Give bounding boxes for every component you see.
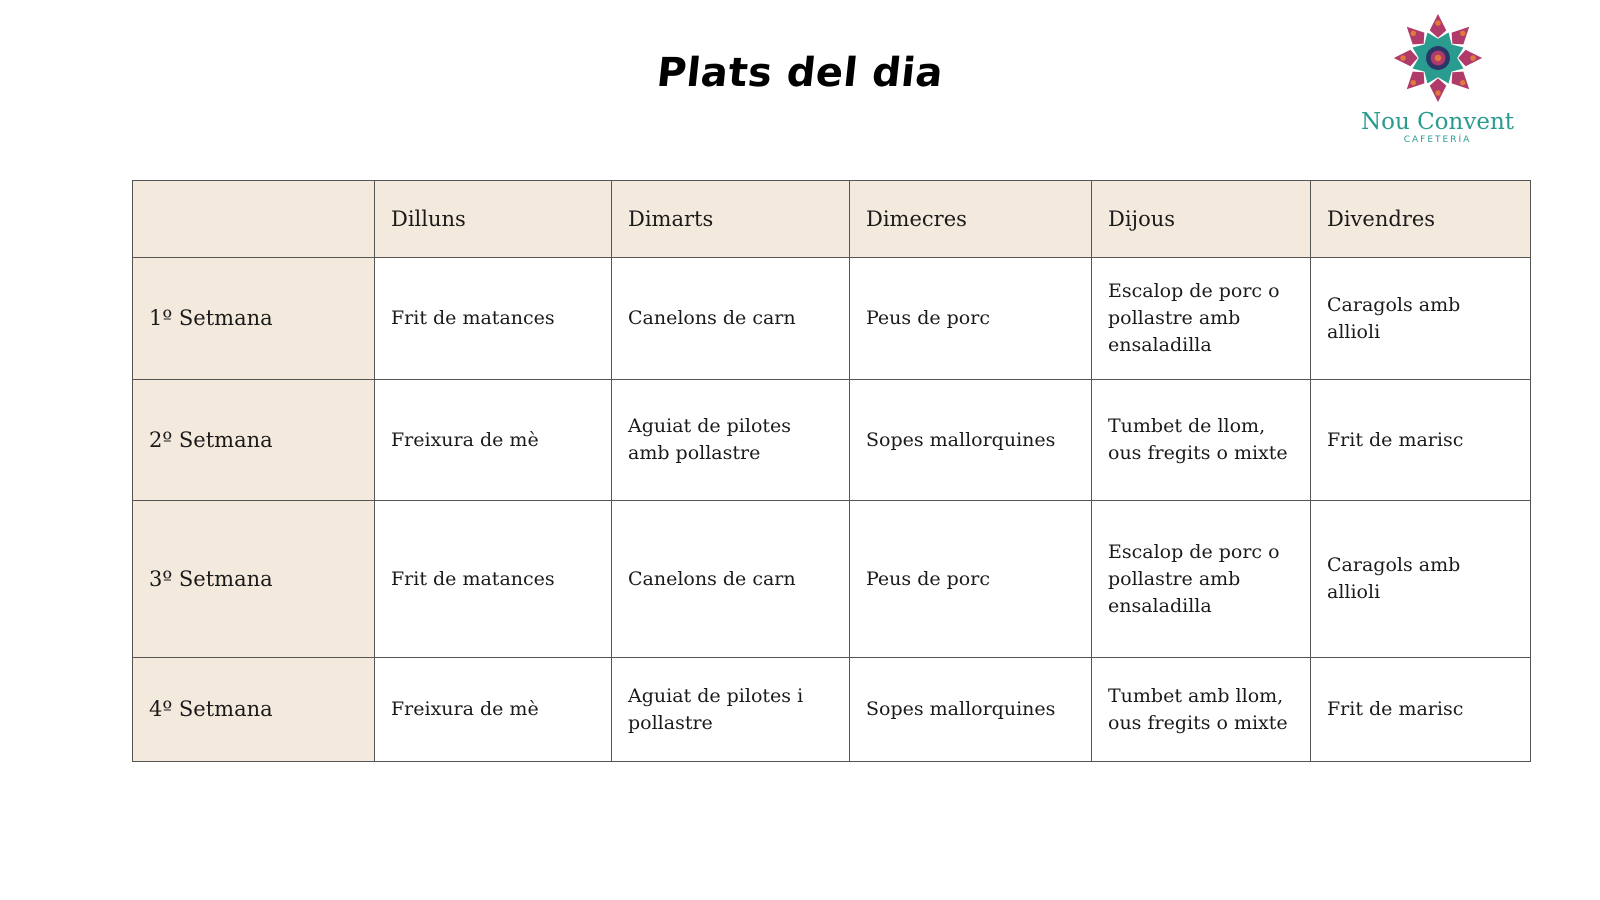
header-cell-divendres: Divendres bbox=[1311, 181, 1531, 258]
table-row bbox=[133, 380, 1531, 501]
week-label: 3º Setmana bbox=[133, 501, 375, 658]
table-cell: Peus de porc bbox=[850, 258, 1092, 380]
table-header-row bbox=[133, 181, 1531, 258]
table-cell: Escalop de porc o pollastre amb ensaladilla bbox=[1092, 258, 1311, 380]
table-cell: Freixura de mè bbox=[375, 658, 612, 762]
table-cell: Sopes mallorquines bbox=[850, 658, 1092, 762]
menu-table bbox=[132, 180, 1531, 762]
week-label: 1º Setmana bbox=[133, 258, 375, 380]
header-cell-dimecres: Dimecres bbox=[850, 181, 1092, 258]
mandala-icon bbox=[1392, 12, 1484, 104]
table-cell: Aguiat de pilotes amb pollastre bbox=[612, 380, 850, 501]
table-cell: Caragols amb allioli bbox=[1311, 258, 1531, 380]
header-cell-dimarts: Dimarts bbox=[612, 181, 850, 258]
table-row bbox=[133, 501, 1531, 658]
page-title: Plats del dia bbox=[654, 50, 946, 96]
week-label: 4º Setmana bbox=[133, 658, 375, 762]
table-cell: Frit de matances bbox=[375, 501, 612, 658]
logo-subtitle: CAFETERÍA bbox=[1403, 135, 1472, 145]
table-cell: Caragols amb allioli bbox=[1311, 501, 1531, 658]
table-cell: Canelons de carn bbox=[612, 501, 850, 658]
logo bbox=[1340, 12, 1535, 162]
table-cell: Escalop de porc o pollastre amb ensaladilla bbox=[1092, 501, 1311, 658]
logo-name: Nou Convent bbox=[1360, 109, 1514, 135]
table-cell: Tumbet amb llom, ous fregits o mixte bbox=[1092, 658, 1311, 762]
table-row bbox=[133, 258, 1531, 380]
table-cell: Tumbet de llom, ous fregits o mixte bbox=[1092, 380, 1311, 501]
table-cell: Frit de matances bbox=[375, 258, 612, 380]
table-cell: Sopes mallorquines bbox=[850, 380, 1092, 501]
header-corner-cell bbox=[133, 181, 375, 258]
table-cell: Aguiat de pilotes i pollastre bbox=[612, 658, 850, 762]
header-cell-dilluns: Dilluns bbox=[375, 181, 612, 258]
table-cell: Freixura de mè bbox=[375, 380, 612, 501]
week-label: 2º Setmana bbox=[133, 380, 375, 501]
header-cell-dijous: Dijous bbox=[1092, 181, 1311, 258]
table-cell: Frit de marisc bbox=[1311, 380, 1531, 501]
table-row bbox=[133, 658, 1531, 762]
table-cell: Canelons de carn bbox=[612, 258, 850, 380]
table-cell: Frit de marisc bbox=[1311, 658, 1531, 762]
table-cell: Peus de porc bbox=[850, 501, 1092, 658]
